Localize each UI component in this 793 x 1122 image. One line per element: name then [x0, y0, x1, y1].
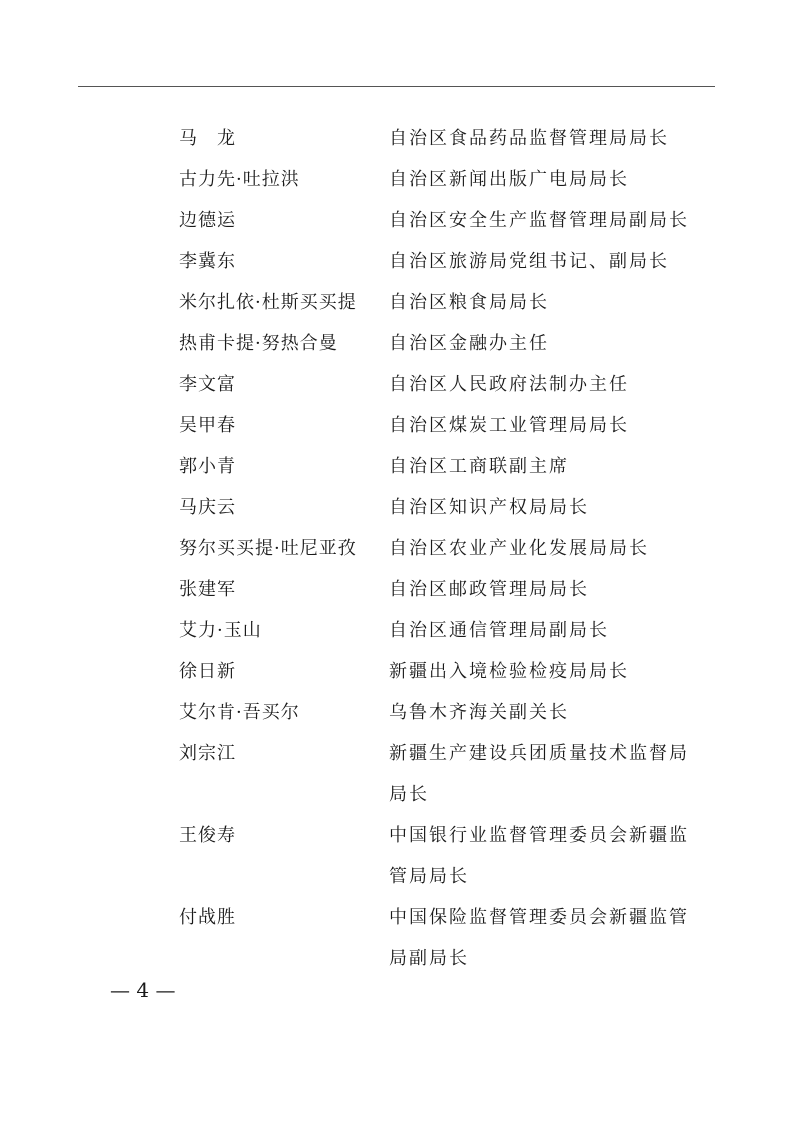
member-name: 张建军 [179, 579, 236, 600]
member-name: 王俊寿 [179, 825, 236, 846]
member-name: 郭小青 [179, 456, 236, 477]
member-title: 自治区邮政管理局局长 [389, 579, 589, 600]
member-title: 自治区粮食局局长 [389, 292, 549, 313]
list-item [0, 692, 793, 733]
member-title: 中国保险监督管理委员会新疆监管局副局长 [389, 907, 689, 969]
list-item [0, 651, 793, 692]
list-item [0, 282, 793, 323]
member-name: 努尔买买提·吐尼亚孜 [179, 538, 357, 559]
list-item [0, 487, 793, 528]
member-name: 李冀东 [179, 251, 236, 272]
member-title: 自治区旅游局党组书记、副局长 [389, 251, 669, 272]
list-item [0, 159, 793, 200]
member-name: 米尔扎依·杜斯买买提 [179, 292, 357, 313]
member-title: 新疆出入境检验检疫局局长 [389, 661, 629, 682]
member-title: 自治区新闻出版广电局局长 [389, 169, 629, 190]
member-name: 热甫卡提·努热合曼 [179, 333, 338, 354]
list-item [0, 897, 793, 979]
member-name: 徐日新 [179, 661, 236, 682]
member-name: 艾力·玉山 [179, 620, 262, 641]
member-name: 李文富 [179, 374, 236, 395]
list-item [0, 610, 793, 651]
member-title: 中国银行业监督管理委员会新疆监管局局长 [389, 825, 689, 887]
member-title: 自治区人民政府法制办主任 [389, 374, 629, 395]
member-title: 自治区农业产业化发展局局长 [389, 538, 649, 559]
list-item [0, 405, 793, 446]
member-name: 马 龙 [179, 128, 236, 149]
member-title: 自治区知识产权局局长 [389, 497, 589, 518]
list-item [0, 528, 793, 569]
member-title: 自治区金融办主任 [389, 333, 549, 354]
list-item [0, 815, 793, 897]
member-list [0, 118, 793, 979]
list-item [0, 733, 793, 815]
member-title: 自治区食品药品监督管理局局长 [389, 128, 669, 149]
member-name: 古力先·吐拉洪 [179, 169, 300, 190]
member-title: 自治区工商联副主席 [389, 456, 569, 477]
page-number: — 4 — [110, 978, 176, 1002]
member-title: 自治区煤炭工业管理局局长 [389, 415, 629, 436]
member-title: 乌鲁木齐海关副关长 [389, 702, 569, 723]
list-item [0, 364, 793, 405]
member-name: 马庆云 [179, 497, 236, 518]
list-item [0, 569, 793, 610]
list-item [0, 118, 793, 159]
member-name: 艾尔肯·吾买尔 [179, 702, 300, 723]
member-name: 边德运 [179, 210, 236, 231]
list-item [0, 200, 793, 241]
member-name: 付战胜 [179, 907, 236, 928]
list-item [0, 323, 793, 364]
member-title: 自治区通信管理局副局长 [389, 620, 609, 641]
member-title: 自治区安全生产监督管理局副局长 [389, 210, 689, 231]
member-title: 新疆生产建设兵团质量技术监督局局长 [389, 743, 689, 805]
list-item [0, 446, 793, 487]
list-item [0, 241, 793, 282]
member-name: 吴甲春 [179, 415, 236, 436]
member-name: 刘宗江 [179, 743, 236, 764]
header-rule [78, 86, 715, 87]
